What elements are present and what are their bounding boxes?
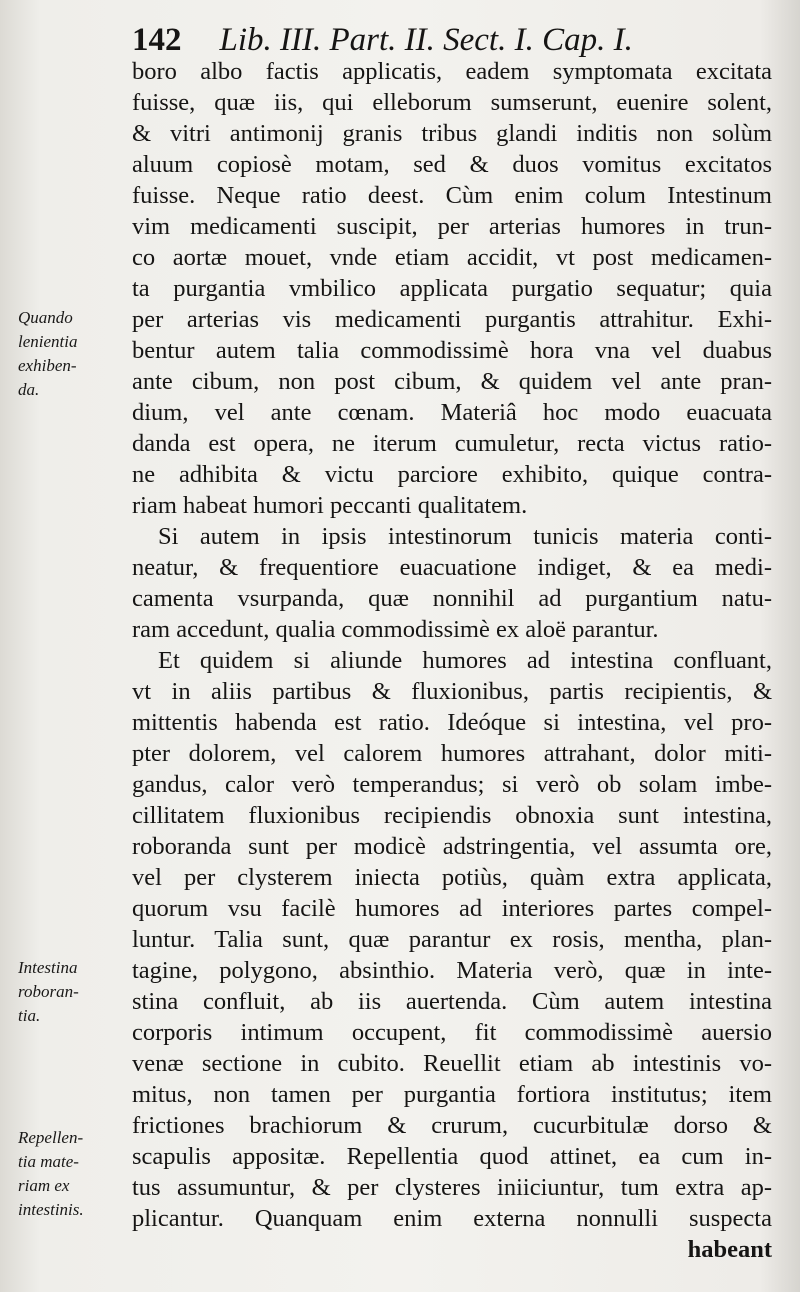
margin-note-line: roboran-	[18, 982, 79, 1001]
text-line: riam habeat humori peccanti qualitatem.	[132, 492, 528, 519]
text-line: stina confluit, ab iis auertenda. Cùm autem intestina	[132, 988, 772, 1015]
text-line: pter dolorem, vel calorem humores attrahant, dolor miti-	[132, 740, 772, 767]
text-line: per arterias vis medicamenti purgantis attrahitur. Exhi-	[132, 306, 772, 333]
text-line: danda est opera, ne iterum cumuletur, recta victus ratio-	[132, 430, 772, 457]
margin-note-line: tia.	[18, 1006, 41, 1025]
running-title: Lib. III. Part. II. Sect. I. Cap. I.	[219, 22, 633, 58]
text-line: camenta vsurpanda, quæ nonnihil ad purgantium natu-	[132, 585, 772, 612]
text-line: tagine, polygono, absinthio. Materia verò, quæ in inte-	[132, 957, 772, 984]
text-line: luntur. Talia sunt, quæ parantur ex rosis, mentha, plan-	[132, 926, 772, 953]
text-line: vel per clysterem iniecta potiùs, quàm extra applicata,	[132, 864, 772, 891]
margin-note-line: riam ex	[18, 1176, 70, 1195]
margin-note-repellentia	[18, 1126, 128, 1222]
text-line: ta purgantia vmbilico applicata purgatio sequatur; quia	[132, 275, 772, 302]
margin-note-quando-lenientia	[18, 306, 128, 402]
margin-note-line: tia mate-	[18, 1152, 79, 1171]
text-line: corporis intimum occupent, fit commodissimè auersio	[132, 1019, 772, 1046]
text-line: neatur, & frequentiore euacuatione indiget, & ea medi-	[132, 554, 772, 581]
text-line: boro albo factis applicatis, eadem symptomata excitata	[132, 58, 772, 85]
text-line: venæ sectione in cubito. Reuellit etiam ab intestinis vo-	[132, 1050, 772, 1077]
margin-note-line: Quando	[18, 308, 73, 327]
margin-note-line: intestinis.	[18, 1200, 84, 1219]
margin-note-line: exhiben-	[18, 356, 77, 375]
text-line: & vitri antimonij granis tribus glandi inditis non solùm	[132, 120, 772, 147]
margin-note-line: Intestina	[18, 958, 78, 977]
margin-note-line: da.	[18, 380, 40, 399]
text-line: frictiones brachiorum & crurum, cucurbitulæ dorso &	[132, 1112, 772, 1139]
margin-note-line: lenientia	[18, 332, 78, 351]
text-line: vim medicamenti suscipit, per arterias humores in trun-	[132, 213, 772, 240]
text-line: vt in aliis partibus & fluxionibus, partis recipientis, &	[132, 678, 772, 705]
text-line: fuisse. Neque ratio deest. Cùm enim colum Intestinum	[132, 182, 772, 209]
text-line: mittentis habenda est ratio. Ideóque si intestina, vel pro-	[132, 709, 772, 736]
catchword: habeant	[687, 1236, 772, 1263]
text-line: roboranda sunt per modicè adstringentia, vel assumta ore,	[132, 833, 772, 860]
text-line: Et quidem si aliunde humores ad intestina confluant,	[158, 647, 772, 674]
text-line: plicantur. Quanquam enim externa nonnulli suspecta	[132, 1205, 772, 1232]
text-line: co aortæ mouet, vnde etiam accidit, vt post medicamen-	[132, 244, 772, 271]
text-line: cillitatem fluxionibus recipiendis obnoxia sunt intestina,	[132, 802, 772, 829]
body-text	[132, 56, 772, 1265]
text-line: gandus, calor verò temperandus; si verò ob solam imbe-	[132, 771, 772, 798]
text-line: ne adhibita & victu parciore exhibito, quique contra-	[132, 461, 772, 488]
text-line: ram accedunt, qualia commodissimè ex aloë parantur.	[132, 616, 659, 643]
text-line: quorum vsu facilè humores ad interiores partes compel-	[132, 895, 772, 922]
text-line: aluum copiosè motam, sed & duos vomitus excitatos	[132, 151, 772, 178]
text-line: tus assumuntur, & per clysteres iniiciuntur, tum extra ap-	[132, 1174, 772, 1201]
text-line: dium, vel ante cœnam. Materiâ hoc modo euacuata	[132, 399, 772, 426]
text-line: mitus, non tamen per purgantia fortiora institutus; item	[132, 1081, 772, 1108]
text-line: Si autem in ipsis intestinorum tunicis materia conti-	[158, 523, 772, 550]
margin-note-line: Repellen-	[18, 1128, 84, 1147]
margin-note-intestina-roborantia	[18, 956, 128, 1028]
text-line: bentur autem talia commodissimè hora vna vel duabus	[132, 337, 772, 364]
text-line: scapulis appositæ. Repellentia quod attinet, ea cum in-	[132, 1143, 772, 1170]
text-line: ante cibum, non post cibum, & quidem vel ante pran-	[132, 368, 772, 395]
page-number: 142	[132, 22, 182, 58]
text-line: fuisse, quæ iis, qui elleborum sumserunt, euenire solent,	[132, 89, 772, 116]
